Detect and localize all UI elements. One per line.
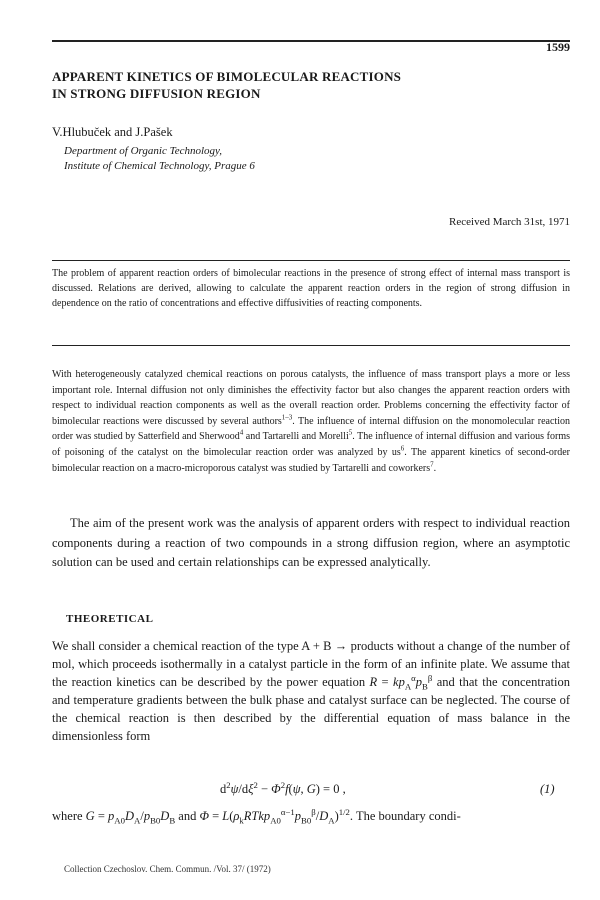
- rate-equation-inline: $R = kp_A^\alpha p_B^\beta$: [369, 672, 433, 692]
- citation-ref: 6: [400, 444, 405, 453]
- abstract: The problem of apparent reaction orders of bimolecular reactions in the presence of strong effect of internal mass transport is discussed. Relations are derived, allowing to calculate the apparent reaction orders in the region of strong diffusion in dependence on the ratio of concentrations and effective diffusivities of reacting components.: [52, 268, 570, 309]
- aim-paragraph: [52, 514, 570, 573]
- article-title: [52, 68, 522, 102]
- mass-balance-equation: $d^2\psi/d\xi^2 - \Phi^2f(\psi$, G) = 0 ,: [220, 779, 346, 796]
- boundary-text: . The boundary condi-: [349, 809, 461, 823]
- intro-paragraph: [52, 367, 570, 476]
- abstract-bottom-rule: [52, 345, 570, 346]
- after-equation-text: [52, 806, 570, 826]
- and-text: and: [175, 809, 200, 823]
- title-line-2: IN STRONG DIFFUSION REGION: [52, 86, 261, 101]
- theory-text-1: We shall consider a chemical reaction of the type A + B → products without a change of the number of mol, which proceeds isothermally in a catalyst particle in the form of an infinite plate. We assume that the reaction kinetics can be described by the power equation: [52, 639, 570, 689]
- affiliation-line-2: Institute of Chemical Technology, Prague 6: [64, 160, 255, 172]
- g-definition: $G = p_{A0}D_A/p_{B0}D_B$: [85, 809, 176, 826]
- citation-ref: 1–3: [281, 413, 293, 422]
- header-rule: [52, 40, 570, 42]
- intro-text-5: . The apparent kinetics of second-order bimolecular reaction on a macro-microporous catalyst was studied by Tartarelli and coworkers: [52, 446, 570, 474]
- where-text: where: [52, 809, 86, 823]
- aim-text: The aim of the present work was the analysis of apparent orders with respect to individual reaction components during a reaction of two compounds in a strong diffusion region, where an asymptotic solution can be used and certain relationships can be expressed analytically.: [52, 516, 570, 569]
- equation-number: (1): [540, 782, 555, 796]
- citation-ref: 5: [348, 429, 353, 438]
- section-heading-theoretical: THEORETICAL: [66, 613, 154, 625]
- intro-text-3: and Tartarelli and Morelli: [243, 431, 349, 443]
- theory-paragraph: [52, 637, 570, 745]
- theory-text-2: and that the concentration and temperature gradients between the bulk phase and catalyst surface can be neglected. The course of the chemical reaction is then described by the differential equation of mass balance in the dimensionless form: [52, 675, 570, 743]
- title-line-1: APPARENT KINETICS OF BIMOLECULAR REACTIONS: [52, 69, 402, 84]
- intro-text-2: . The influence of internal diffusion on the monomolecular reaction order was studied by Satterfield and Sherwood: [52, 415, 570, 443]
- phi-definition: $\Phi = L(\rho_kRTkp_{A0}^{\alpha-1}p_{B0}^\beta/D_A)^{1/2}$: [199, 806, 350, 826]
- journal-footer: Collection Czechoslov. Chem. Commun. /Vol. 37/ (1972): [64, 864, 271, 874]
- citation-ref: 7: [430, 460, 434, 469]
- citation-ref: 4: [239, 429, 244, 438]
- authors: V.Hlubuček and J.Pašek: [52, 125, 173, 139]
- received-date: Received March 31st, 1971: [449, 216, 570, 228]
- intro-text-1: With heterogeneously catalyzed chemical reactions on porous catalysts, the influence of mass transport plays a more or less important role. Internal diffusion not only diminishes the effectivity factor but also changes the apparent reaction orders with respect to individual reaction components as well as the overall reaction order. Problems concerning the effectivity factor of bimolecular reactions were discussed by several authors: [52, 369, 570, 427]
- intro-text-6: .: [433, 462, 437, 474]
- affiliation: [64, 144, 255, 174]
- affiliation-line-1: Department of Organic Technology,: [64, 145, 223, 157]
- page-number: 1599: [546, 40, 570, 54]
- intro-text-4: . The influence of internal diffusion and various forms of poisoning of the catalyst on the bimolecular reaction order was analyzed by us: [52, 431, 570, 458]
- abstract-top-rule: [52, 260, 570, 261]
